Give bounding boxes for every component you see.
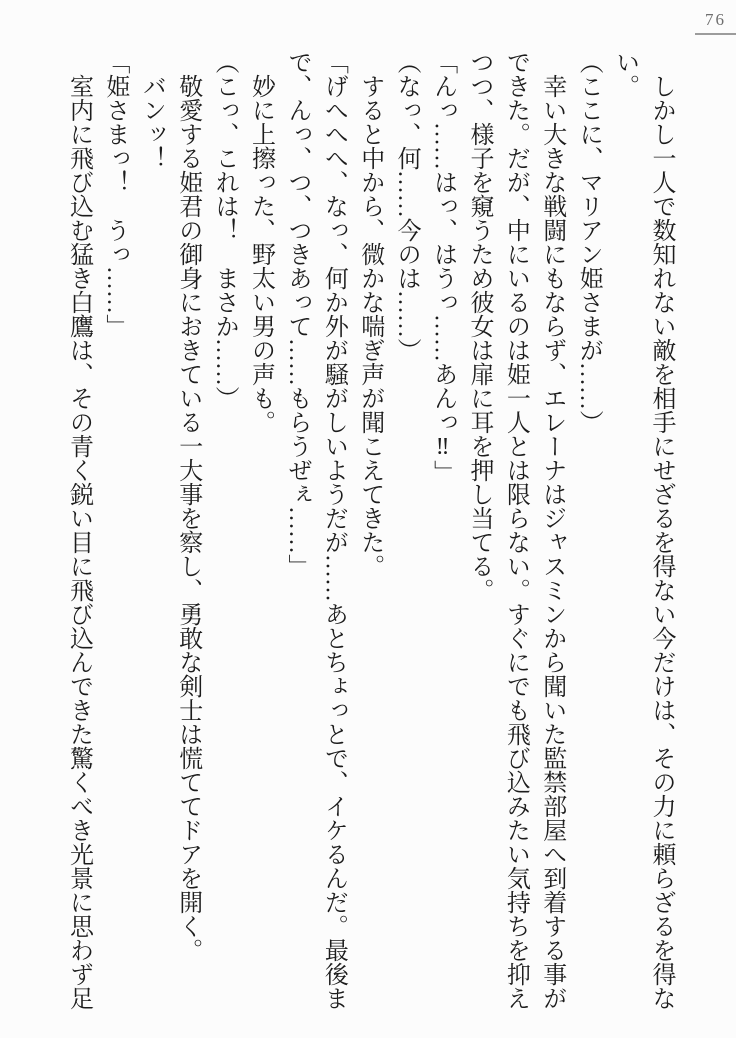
text-line: （なっ、何……今のは……） — [393, 50, 420, 362]
text-line: しかし一人で数知れない敵を相手にせざるを得ない今だけは、その力に頼らざるを得な — [648, 50, 674, 1010]
text-line: 室内に飛び込む猛き白鷹は、その青く鋭い目に飛び込んできた驚くべき光景に思わず足 — [65, 50, 92, 1010]
text-line: 「げへへへ、なっ、何か外が騒がしいようだが……あとちょっとで、イケるんだ。最後ま — [320, 50, 347, 1010]
text-line: （こっ、これは！ まさか……） — [211, 50, 238, 410]
page-number — [695, 11, 736, 35]
text-line: できた。だが、中にいるのは姫一人とは限らない。すぐにでも飛び込みたい気持ちを抑え — [502, 50, 529, 1010]
text-line: で、んっ、つ、つきあって……もらうぜぇ……」 — [283, 50, 310, 578]
text-line: すると中から、微かな喘ぎ声が聞こえてきた。 — [356, 50, 383, 578]
text-line: い。 — [611, 50, 638, 98]
text-line: 幸い大きな戦闘にもならず、エレーナはジャスミンから聞いた監禁部屋へ到着する事が — [538, 50, 565, 1010]
vertical-text-block — [60, 50, 679, 1014]
text-line: 妙に上擦った、野太い男の声も。 — [247, 50, 274, 434]
page-number-value: 76 — [705, 10, 726, 29]
text-line: 「んっ……はっ、はうっ……あんっ‼」 — [429, 50, 456, 484]
text-line: 敬愛する姫君の御身におきている一大事を察し、勇敢な剣士は慌ててドアを開く。 — [174, 50, 201, 962]
text-line: つつ、様子を窺うため彼女は扉に耳を押し当てる。 — [465, 50, 492, 602]
text-line: 「姫さまっ！ うっ……」 — [101, 50, 128, 338]
text-line: （ここに、マリアン姫さまが……） — [575, 50, 602, 434]
text-line: バンッ！ — [138, 50, 165, 170]
